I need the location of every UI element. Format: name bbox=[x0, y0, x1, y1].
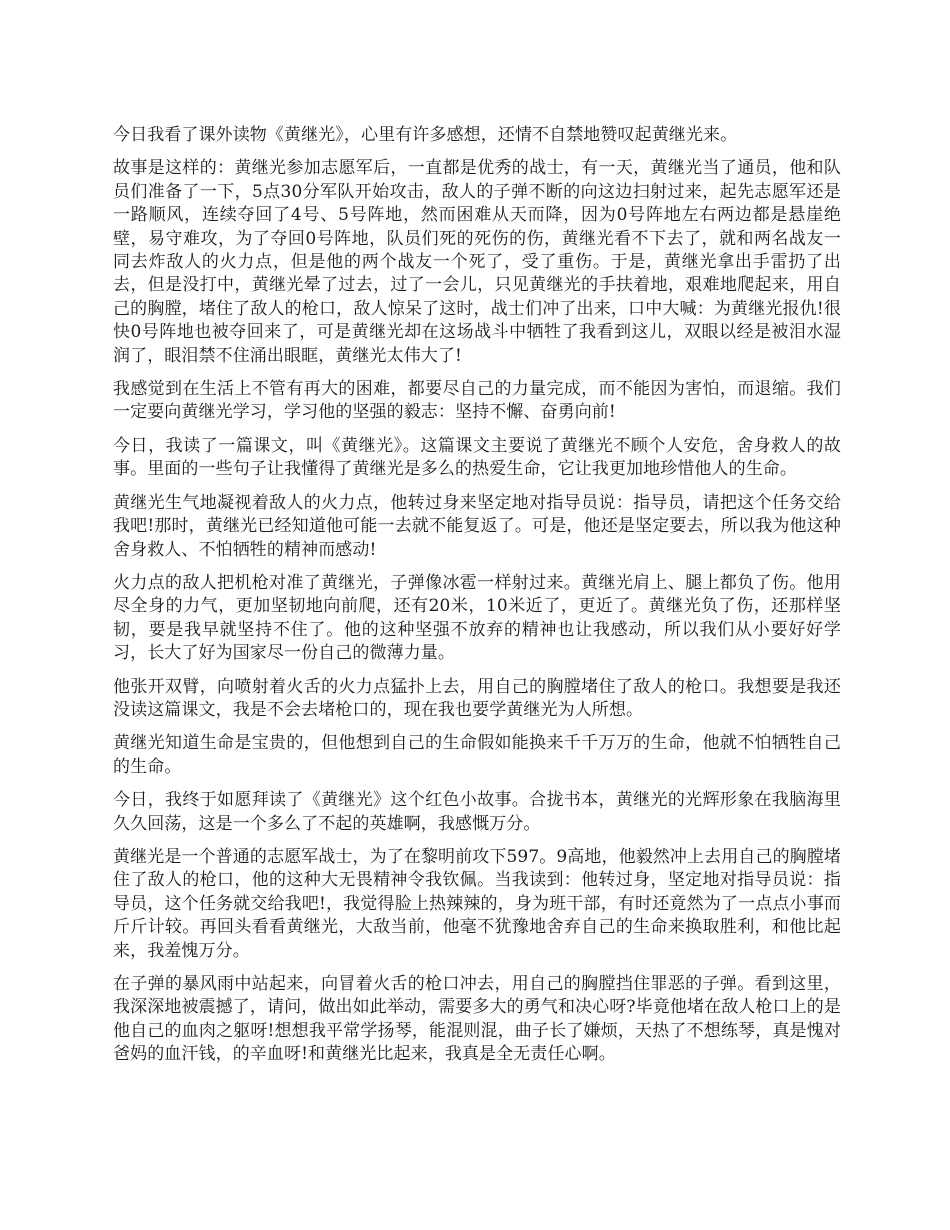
paragraph: 黄继光知道生命是宝贵的，但他想到自己的生命假如能换来千千万万的生命，他就不怕牺牲自己的生命。 bbox=[113, 733, 841, 777]
paragraph: 我感觉到在生活上不管有再大的困难，都要尽自己的力量完成，而不能因为害怕，而退缩。我们一定要向黄继光学习，学习他的坚强的毅志：坚持不懈、奋勇向前! bbox=[113, 379, 841, 423]
paragraph: 今日我看了课外读物《黄继光》，心里有许多感想，还情不自禁地赞叹起黄继光来。 bbox=[113, 125, 738, 145]
paragraph: 今日，我终于如愿拜读了《黄继光》这个红色小故事。合拢书本，黄继光的光辉形象在我脑海里久久回荡，这是一个多么了不起的英雄啊，我感慨万分。 bbox=[113, 790, 841, 834]
paragraph: 火力点的敌人把机枪对准了黄继光，子弹像冰雹一样射过来。黄继光肩上、腿上都负了伤。他用尽全身的力气，更加坚韧地向前爬，还有20米，10米近了，更近了。黄继光负了伤，还那样坚韧，要是我早就坚持不住了。他的这种坚强不放弃的精神也让我感动，所以我们从小要好好学习，长大了好为国家尽一份自己的微薄力量。 bbox=[113, 572, 841, 664]
paragraph: 黄继光是一个普通的志愿军战士，为了在黎明前攻下597。9高地，他毅然冲上去用自己的胸膛堵住了敌人的枪口，他的这种大无畏精神令我钦佩。当我读到：他转过身，坚定地对指导员说：指导员，这个任务就交给我吧!，我觉得脸上热辣辣的，身为班干部，有时还竟然为了一点点小事而斤斤计较。再回头看看黄继光，大敌当前，他毫不犹豫地舍弃自己的生命来换取胜利，和他比起来，我羞愧万分。 bbox=[113, 846, 841, 961]
paragraph: 黄继光生气地凝视着敌人的火力点，他转过身来坚定地对指导员说：指导员，请把这个任务交给我吧!那时，黄继光已经知道他可能一去就不能复返了。可是，他还是坚定要去，所以我为他这种舍身救人、不怕牺牲的精神而感动! bbox=[113, 492, 841, 560]
paragraph: 今日，我读了一篇课文，叫《黄继光》。这篇课文主要说了黄继光不顾个人安危，舍身救人的故事。里面的一些句子让我懂得了黄继光是多么的热爱生命，它让我更加地珍惜他人的生命。 bbox=[113, 435, 841, 480]
paragraph: 在子弹的暴风雨中站起来，向冒着火舌的枪口冲去，用自己的胸膛挡住罪恶的子弹。看到这里，我深深地被震撼了，请问，做出如此举动，需要多大的勇气和决心呀?毕竟他堵在敌人枪口上的是他自己的血肉之躯呀!想想我平常学扬琴，能混则混，曲子长了嫌烦，天热了不想练琴，真是愧对爸妈的血汗钱，的辛血呀!和黄继光比起来，我真是全无责任心啊。 bbox=[113, 974, 841, 1065]
paragraph: 故事是这样的：黄继光参加志愿军后，一直都是优秀的战士，有一天，黄继光当了通员，他和队员们准备了一下，5点30分军队开始攻击，敌人的子弹不断的向这边扫射过来，起先志愿军还是一路顺风，连续夺回了4号、5号阵地，然而困难从天而降，因为0号阵地左右两边都是悬崖绝壁，易守难攻，为了夺回0号阵地，队员们死的死伤的伤，黄继光看不下去了，就和两名战友一同去炸敌人的火力点，但是他的两个战友一个死了，受了重伤。于是，黄继光拿出手雷扔了出去，但是没打中，黄继光晕了过去，过了一会儿，只见黄继光的手扶着地，艰难地爬起来，用自己的胸膛，堵住了敌人的枪口，敌人惊呆了这时，战士们冲了出来，口中大喊：为黄继光报仇!很快0号阵地也被夺回来了，可是黄继光却在这场战斗中牺牲了我看到这儿，双眼以经是被泪水湿润了，眼泪禁不住涌出眼眶，黄继光太伟大了! bbox=[113, 158, 841, 366]
paragraph: 他张开双臂，向喷射着火舌的火力点猛扑上去，用自己的胸膛堵住了敌人的枪口。我想要是我还没读这篇课文，我是不会去堵枪口的，现在我也要学黄继光为人所想。 bbox=[113, 676, 841, 720]
document-body bbox=[113, 124, 841, 1077]
